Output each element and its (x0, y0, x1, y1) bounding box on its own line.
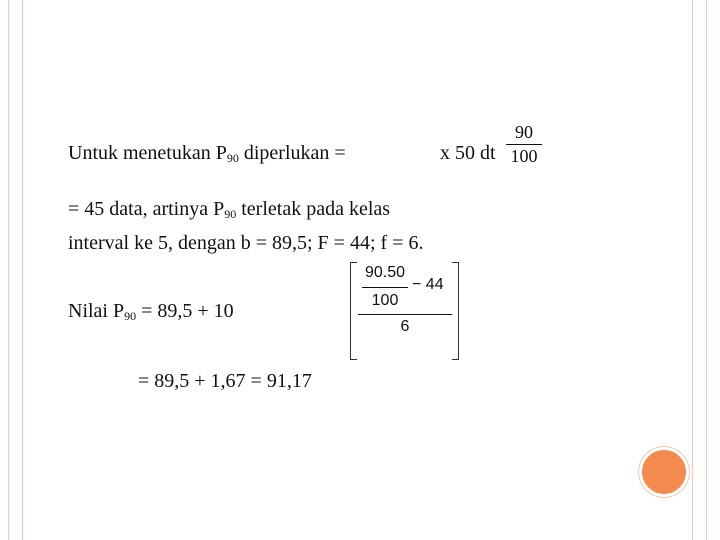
text-part: Untuk menetukan P (68, 142, 227, 164)
text-part: Nilai P (68, 300, 125, 322)
text-part: = 89,5 + 10 (136, 300, 234, 322)
inner-fraction-bar (362, 287, 408, 288)
fraction-denominator: 100 (510, 146, 538, 166)
left-decorative-frame (8, 0, 23, 540)
right-bracket (452, 262, 459, 360)
line-result: = 89,5 + 1,67 = 91,17 (138, 370, 312, 392)
outer-fraction-bar (358, 314, 452, 315)
line-p90-value (68, 300, 234, 324)
inner-denominator: 100 (371, 292, 399, 309)
left-bracket (350, 262, 357, 360)
fraction-numerator: 90 (515, 122, 533, 142)
text-part: terletak pada kelas (236, 198, 391, 220)
text-part: = 45 data, artinya P (68, 198, 225, 220)
inner-numerator: 90.50 (364, 264, 406, 281)
fraction-90-over-100 (504, 120, 544, 167)
text-part: diperlukan = (238, 142, 346, 164)
minus-term: − 44 (412, 276, 444, 293)
line-data-position (68, 198, 390, 222)
subscript: 90 (226, 151, 239, 165)
line-p90-requirement (68, 142, 346, 166)
accent-circle (642, 450, 686, 494)
outer-denominator: 6 (400, 318, 410, 335)
subscript: 90 (124, 309, 137, 323)
right-decorative-frame (692, 0, 707, 540)
multiplier-text: x 50 dt (440, 142, 496, 164)
line-interval-info: interval ke 5, dengan b = 89,5; F = 44; f = 6. (68, 232, 424, 254)
subscript: 90 (224, 207, 237, 221)
